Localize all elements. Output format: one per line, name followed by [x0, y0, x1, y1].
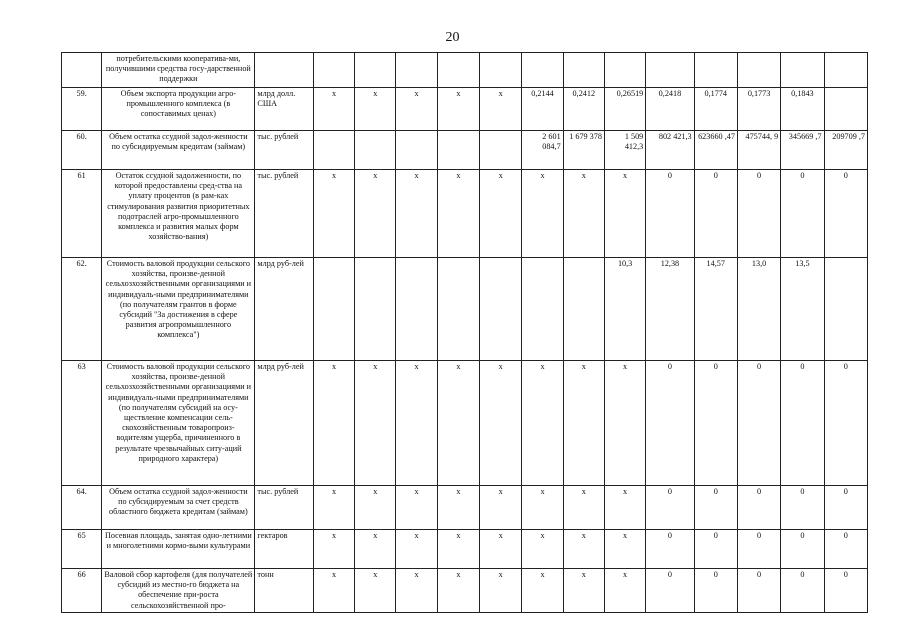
value-cell: 0,2412 [563, 88, 604, 131]
value-cell: 1 509 412,3 [604, 131, 645, 170]
value-cell [313, 53, 354, 88]
unit-cell: тыс. рублей [255, 486, 313, 530]
value-cell: 0 [781, 170, 824, 258]
value-cell: x [522, 486, 563, 530]
value-cell: 0,1773 [737, 88, 780, 131]
value-cell: 0 [646, 170, 694, 258]
value-cell: x [437, 88, 479, 131]
value-cell: x [563, 361, 604, 486]
value-cell: x [604, 486, 645, 530]
value-cell: x [522, 530, 563, 569]
value-cell: x [522, 569, 563, 613]
value-cell: 13,0 [737, 258, 780, 361]
value-cell: x [563, 170, 604, 258]
value-cell: 0 [694, 569, 737, 613]
unit-cell: млрд руб-лей [255, 361, 313, 486]
value-cell: 0 [694, 530, 737, 569]
value-cell: x [480, 486, 522, 530]
value-cell [563, 258, 604, 361]
unit-cell: млрд руб-лей [255, 258, 313, 361]
indicator-name-cell: Посевная площадь, занятая одно-летними и многолетними кормо-выми культурами [102, 530, 255, 569]
value-cell: x [396, 170, 437, 258]
value-cell: 0 [646, 486, 694, 530]
value-cell [824, 53, 867, 88]
indicator-name-cell: потребительскими кооператива-ми, получившими средства госу-дарственной поддержки [102, 53, 255, 88]
value-cell [355, 131, 396, 170]
value-cell: 0 [737, 530, 780, 569]
value-cell: x [355, 361, 396, 486]
value-cell: x [604, 361, 645, 486]
value-cell [480, 131, 522, 170]
value-cell: x [480, 361, 522, 486]
value-cell [396, 258, 437, 361]
value-cell: 0 [824, 530, 867, 569]
row-number-cell: 60. [62, 131, 102, 170]
value-cell [313, 258, 354, 361]
value-cell: x [313, 361, 354, 486]
value-cell: 0 [824, 170, 867, 258]
value-cell: 0 [646, 361, 694, 486]
row-number-cell: 66 [62, 569, 102, 613]
value-cell: x [563, 486, 604, 530]
value-cell [781, 53, 824, 88]
value-cell: 623660 ,47 [694, 131, 737, 170]
row-number-cell: 64. [62, 486, 102, 530]
value-cell: x [480, 88, 522, 131]
value-cell [355, 53, 396, 88]
value-cell: 0 [781, 486, 824, 530]
value-cell [355, 258, 396, 361]
value-cell: x [522, 361, 563, 486]
row-number-cell: 61 [62, 170, 102, 258]
indicator-name-cell: Стоимость валовой продукции сельского хозяйства, произве-денной сельхозхозяйственными организациями и индивидуаль-ными предпринимателями (по получателям грантов в форме субсидий "За достижения в сфере развития агропромышленного комплекса") [102, 258, 255, 361]
value-cell: 209709 ,7 [824, 131, 867, 170]
value-cell [646, 53, 694, 88]
value-cell [604, 53, 645, 88]
value-cell: x [396, 530, 437, 569]
value-cell: x [604, 170, 645, 258]
value-cell: 802 421,3 [646, 131, 694, 170]
value-cell [522, 53, 563, 88]
table-row [62, 131, 868, 170]
value-cell: x [313, 530, 354, 569]
page-number: 20 [445, 30, 460, 45]
value-cell: 0 [781, 361, 824, 486]
value-cell [563, 53, 604, 88]
unit-cell: гектаров [255, 530, 313, 569]
value-cell: x [437, 530, 479, 569]
value-cell: x [396, 88, 437, 131]
value-cell: 0 [646, 530, 694, 569]
value-cell [480, 258, 522, 361]
value-cell [437, 53, 479, 88]
value-cell: x [563, 530, 604, 569]
table-row [62, 569, 868, 613]
value-cell: x [437, 361, 479, 486]
value-cell: x [480, 530, 522, 569]
value-cell: x [604, 569, 645, 613]
value-cell: 2 601 084,7 [522, 131, 563, 170]
table-row [62, 53, 868, 88]
value-cell: x [480, 170, 522, 258]
table-row [62, 258, 868, 361]
value-cell: 345669 ,7 [781, 131, 824, 170]
value-cell: x [355, 170, 396, 258]
value-cell: 13,5 [781, 258, 824, 361]
value-cell: 0 [824, 486, 867, 530]
table-row [62, 486, 868, 530]
value-cell [313, 131, 354, 170]
value-cell: 475744, 9 [737, 131, 780, 170]
value-cell: x [437, 569, 479, 613]
value-cell: x [313, 486, 354, 530]
value-cell: 10,3 [604, 258, 645, 361]
value-cell: 0 [737, 170, 780, 258]
unit-cell: тонн [255, 569, 313, 613]
value-cell: 0 [824, 361, 867, 486]
table-row [62, 170, 868, 258]
indicators-table [61, 52, 868, 613]
row-number-cell [62, 53, 102, 88]
value-cell: 0,1774 [694, 88, 737, 131]
indicator-name-cell: Стоимость валовой продукции сельского хозяйства, произве-денной сельхозхозяйственными организациями и индивидуаль-ными предпринимателями (по получателям субсидий на осу-ществление компенсации сель-скохозяйственным товаропроиз-водителям ущерба, причиненного в результате чрезвычайных ситу-аций природного характера) [102, 361, 255, 486]
value-cell: x [313, 569, 354, 613]
value-cell: x [480, 569, 522, 613]
value-cell: x [355, 569, 396, 613]
value-cell: 12,38 [646, 258, 694, 361]
value-cell: 0 [781, 530, 824, 569]
value-cell: 0 [646, 569, 694, 613]
value-cell: x [604, 530, 645, 569]
unit-cell: тыс. рублей [255, 131, 313, 170]
table-row [62, 88, 868, 131]
value-cell: x [355, 88, 396, 131]
value-cell: x [522, 170, 563, 258]
value-cell: x [355, 486, 396, 530]
value-cell: x [396, 486, 437, 530]
value-cell: x [437, 170, 479, 258]
value-cell: 0,1843 [781, 88, 824, 131]
row-number-cell: 59. [62, 88, 102, 131]
value-cell: 14,57 [694, 258, 737, 361]
indicator-name-cell: Объем экспорта продукции агро-промышленного комплекса (в сопоставимых ценах) [102, 88, 255, 131]
value-cell: 0 [824, 569, 867, 613]
value-cell: 0 [781, 569, 824, 613]
indicator-name-cell: Объем остатка ссудной задол-женности по субсидируемым кредитам (займам) [102, 131, 255, 170]
value-cell: x [396, 569, 437, 613]
row-number-cell: 63 [62, 361, 102, 486]
indicator-name-cell: Валовой сбор картофеля (для получателей субсидий из местно-го бюджета на обеспечение при-роста сельскохозяйственной про- [102, 569, 255, 613]
value-cell: 0 [737, 569, 780, 613]
value-cell [824, 258, 867, 361]
value-cell: 0 [694, 486, 737, 530]
value-cell [480, 53, 522, 88]
value-cell: x [563, 569, 604, 613]
value-cell [396, 53, 437, 88]
value-cell [737, 53, 780, 88]
indicator-name-cell: Объем остатка ссудной задол-женности по субсидируемым за счет средств областного бюджета кредитам (займам) [102, 486, 255, 530]
value-cell: 0 [694, 361, 737, 486]
value-cell [437, 258, 479, 361]
value-cell: 0 [694, 170, 737, 258]
table-row [62, 530, 868, 569]
value-cell: 0,2144 [522, 88, 563, 131]
value-cell [694, 53, 737, 88]
value-cell: x [355, 530, 396, 569]
value-cell [522, 258, 563, 361]
unit-cell: млрд долл. США [255, 88, 313, 131]
value-cell [437, 131, 479, 170]
value-cell: x [437, 486, 479, 530]
unit-cell: тыс. рублей [255, 170, 313, 258]
unit-cell [255, 53, 313, 88]
value-cell: 0,2418 [646, 88, 694, 131]
value-cell: 0 [737, 361, 780, 486]
value-cell: x [313, 88, 354, 131]
value-cell: 0,26519 [604, 88, 645, 131]
value-cell: x [396, 361, 437, 486]
table-row [62, 361, 868, 486]
row-number-cell: 65 [62, 530, 102, 569]
value-cell: 0 [737, 486, 780, 530]
indicator-name-cell: Остаток ссудной задолженности, по которой предоставлены сред-ства на уплату процентов (в рам-ках стимулирования развития приоритетных подотраслей агро-промышленного комплекса и развития малых форм хозяйство-вания) [102, 170, 255, 258]
value-cell: x [313, 170, 354, 258]
value-cell [824, 88, 867, 131]
value-cell: 1 679 378 [563, 131, 604, 170]
row-number-cell: 62. [62, 258, 102, 361]
value-cell [396, 131, 437, 170]
